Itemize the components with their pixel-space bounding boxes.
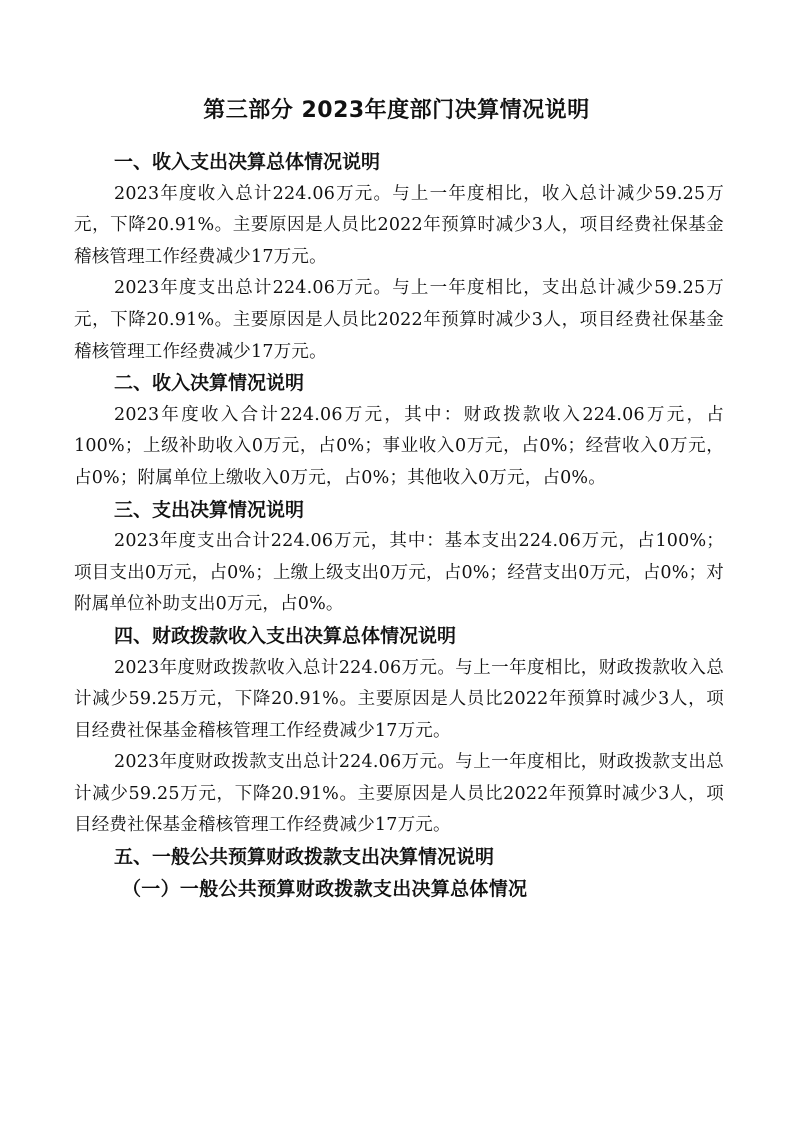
section-heading-general-public-budget: 五、一般公共预算财政拨款支出决算情况说明 [114, 846, 495, 869]
paragraph-fiscal-income-total: 2023年度财政拨款收入总计224.06万元。与上一年度相比，财政拨款收入总计减少59.25万元，下降20.91%。主要原因是人员比2022年预算时减少3人，项目经费社保基金稽核管理工作经费减少17万元。 [74, 657, 724, 741]
paragraph-expense-total: 2023年度支出总计224.06万元。与上一年度相比，支出总计减少59.25万元，下降20.91%。主要原因是人员比2022年预算时减少3人，项目经费社保基金稽核管理工作经费减少17万元。 [74, 278, 724, 362]
paragraph-expense-breakdown: 2023年度支出合计224.06万元，其中：基本支出224.06万元，占100%；项目支出0万元，占0%；上缴上级支出0万元，占0%；经营支出0万元，占0%；对附属单位补助支出0万元，占0%。 [74, 531, 724, 615]
subsection-heading-general-public-budget-overview: （一）一般公共预算财政拨款支出决算总体情况 [122, 877, 528, 900]
section-heading-fiscal-allocation-overview: 四、财政拨款收入支出决算总体情况说明 [114, 624, 457, 647]
document-body [74, 147, 724, 905]
section-heading-income-details: 二、收入决算情况说明 [114, 372, 305, 395]
paragraph-fiscal-expense-total: 2023年度财政拨款支出总计224.06万元。与上一年度相比，财政拨款支出总计减少59.25万元，下降20.91%。主要原因是人员比2022年预算时减少3人，项目经费社保基金稽核管理工作经费减少17万元。 [74, 752, 724, 836]
section-heading-income-expense-overview: 一、收入支出决算总体情况说明 [114, 151, 381, 173]
paragraph-income-total: 2023年度收入总计224.06万元。与上一年度相比，收入总计减少59.25万元，下降20.91%。主要原因是人员比2022年预算时减少3人，项目经费社保基金稽核管理工作经费减少17万元。 [74, 183, 724, 267]
document-title: 第三部分 2023年度部门决算情况说明 [203, 98, 590, 123]
paragraph-income-breakdown: 2023年度收入合计224.06万元，其中：财政拨款收入224.06万元，占100%；上级补助收入0万元，占0%；事业收入0万元，占0%；经营收入0万元，占0%；附属单位上缴收入0万元，占0%；其他收入0万元，占0%。 [74, 404, 724, 488]
section-heading-expense-details: 三、支出决算情况说明 [114, 498, 305, 521]
